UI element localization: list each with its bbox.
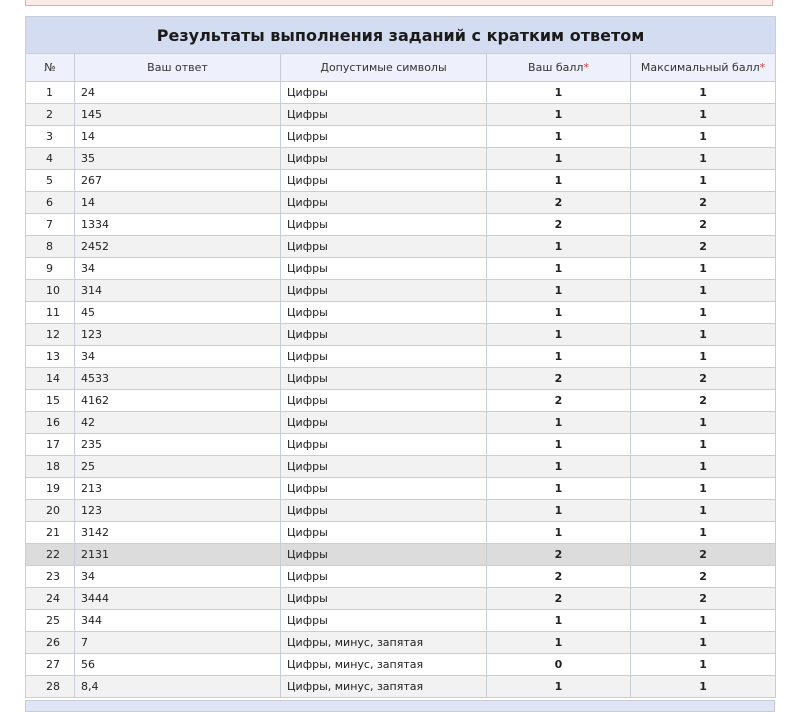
- row-max-score: 1: [631, 324, 776, 346]
- row-allowed-symbols: Цифры: [281, 82, 487, 104]
- table-row: [26, 676, 776, 698]
- row-number: 16: [26, 412, 75, 434]
- row-answer: 34: [75, 566, 281, 588]
- row-number: 10: [26, 280, 75, 302]
- row-allowed-symbols: Цифры: [281, 258, 487, 280]
- row-allowed-symbols: Цифры: [281, 434, 487, 456]
- row-number: 1: [26, 82, 75, 104]
- row-score: 2: [487, 390, 631, 412]
- header-num: №: [26, 54, 75, 82]
- row-number: 13: [26, 346, 75, 368]
- row-max-score: 1: [631, 654, 776, 676]
- table-row: [26, 170, 776, 192]
- row-max-score: 1: [631, 126, 776, 148]
- table-row: [26, 214, 776, 236]
- row-number: 5: [26, 170, 75, 192]
- table-row: [26, 346, 776, 368]
- row-answer: 34: [75, 258, 281, 280]
- row-number: 3: [26, 126, 75, 148]
- row-score: 1: [487, 324, 631, 346]
- row-max-score: 1: [631, 522, 776, 544]
- row-allowed-symbols: Цифры: [281, 346, 487, 368]
- row-answer: 1334: [75, 214, 281, 236]
- table-row: [26, 412, 776, 434]
- header-max-score: [631, 54, 776, 82]
- table-row: [26, 302, 776, 324]
- table-row: [26, 192, 776, 214]
- row-allowed-symbols: Цифры: [281, 104, 487, 126]
- row-answer: 145: [75, 104, 281, 126]
- row-answer: 314: [75, 280, 281, 302]
- table-row: [26, 236, 776, 258]
- row-allowed-symbols: Цифры: [281, 302, 487, 324]
- row-max-score: 1: [631, 676, 776, 698]
- row-score: 2: [487, 192, 631, 214]
- row-number: 12: [26, 324, 75, 346]
- row-number: 14: [26, 368, 75, 390]
- row-number: 2: [26, 104, 75, 126]
- row-allowed-symbols: Цифры: [281, 566, 487, 588]
- row-score: 2: [487, 368, 631, 390]
- row-number: 15: [26, 390, 75, 412]
- table-row: [26, 280, 776, 302]
- row-score: 1: [487, 676, 631, 698]
- required-mark: *: [583, 61, 589, 74]
- row-max-score: 2: [631, 192, 776, 214]
- table-title: Результаты выполнения заданий с кратким ответом: [26, 17, 776, 54]
- row-score: 1: [487, 434, 631, 456]
- row-answer: 123: [75, 324, 281, 346]
- row-number: 20: [26, 500, 75, 522]
- row-allowed-symbols: Цифры: [281, 412, 487, 434]
- row-score: 1: [487, 148, 631, 170]
- row-answer: 344: [75, 610, 281, 632]
- row-score: 1: [487, 522, 631, 544]
- row-allowed-symbols: Цифры: [281, 456, 487, 478]
- row-max-score: 1: [631, 346, 776, 368]
- row-number: 21: [26, 522, 75, 544]
- row-score: 1: [487, 346, 631, 368]
- row-max-score: 1: [631, 434, 776, 456]
- table-row: [26, 654, 776, 676]
- row-answer: 3444: [75, 588, 281, 610]
- table-row: [26, 522, 776, 544]
- table-row: [26, 610, 776, 632]
- row-answer: 14: [75, 192, 281, 214]
- row-answer: 24: [75, 82, 281, 104]
- row-number: 22: [26, 544, 75, 566]
- row-answer: 235: [75, 434, 281, 456]
- row-max-score: 2: [631, 368, 776, 390]
- row-answer: 7: [75, 632, 281, 654]
- row-max-score: 1: [631, 456, 776, 478]
- row-answer: 3142: [75, 522, 281, 544]
- header-allowed: Допустимые символы: [281, 54, 487, 82]
- row-allowed-symbols: Цифры: [281, 170, 487, 192]
- required-mark: *: [759, 61, 766, 74]
- table-row: [26, 632, 776, 654]
- row-answer: 4162: [75, 390, 281, 412]
- row-allowed-symbols: Цифры: [281, 324, 487, 346]
- row-allowed-symbols: Цифры: [281, 126, 487, 148]
- row-answer: 267: [75, 170, 281, 192]
- row-max-score: 2: [631, 544, 776, 566]
- header-max-score-label: Максимальный балл: [640, 61, 760, 74]
- row-answer: 42: [75, 412, 281, 434]
- row-allowed-symbols: Цифры: [281, 500, 487, 522]
- table-row: [26, 368, 776, 390]
- row-max-score: 1: [631, 170, 776, 192]
- table-row: [26, 126, 776, 148]
- table-row: [26, 324, 776, 346]
- row-score: 1: [487, 170, 631, 192]
- row-max-score: 1: [631, 500, 776, 522]
- table-row: [26, 104, 776, 126]
- row-score: 1: [487, 412, 631, 434]
- row-number: 27: [26, 654, 75, 676]
- row-max-score: 2: [631, 236, 776, 258]
- row-max-score: 1: [631, 632, 776, 654]
- row-number: 24: [26, 588, 75, 610]
- row-allowed-symbols: Цифры, минус, запятая: [281, 676, 487, 698]
- row-allowed-symbols: Цифры: [281, 236, 487, 258]
- row-allowed-symbols: Цифры: [281, 368, 487, 390]
- row-allowed-symbols: Цифры: [281, 610, 487, 632]
- table-row: [26, 588, 776, 610]
- results-table: [25, 16, 776, 698]
- row-number: 26: [26, 632, 75, 654]
- row-number: 9: [26, 258, 75, 280]
- row-number: 4: [26, 148, 75, 170]
- row-answer: 4533: [75, 368, 281, 390]
- row-score: 1: [487, 126, 631, 148]
- row-number: 6: [26, 192, 75, 214]
- row-answer: 2131: [75, 544, 281, 566]
- row-allowed-symbols: Цифры, минус, запятая: [281, 654, 487, 676]
- row-max-score: 1: [631, 148, 776, 170]
- table-row: [26, 434, 776, 456]
- row-score: 0: [487, 654, 631, 676]
- row-number: 23: [26, 566, 75, 588]
- row-allowed-symbols: Цифры: [281, 280, 487, 302]
- row-score: 1: [487, 632, 631, 654]
- row-number: 11: [26, 302, 75, 324]
- table-row: [26, 500, 776, 522]
- row-answer: 123: [75, 500, 281, 522]
- row-max-score: 1: [631, 478, 776, 500]
- row-score: 2: [487, 588, 631, 610]
- row-score: 1: [487, 302, 631, 324]
- header-row: [26, 54, 776, 82]
- row-allowed-symbols: Цифры: [281, 544, 487, 566]
- table-row: [26, 456, 776, 478]
- row-score: 1: [487, 82, 631, 104]
- row-number: 25: [26, 610, 75, 632]
- row-allowed-symbols: Цифры: [281, 192, 487, 214]
- table-row: [26, 478, 776, 500]
- row-max-score: 2: [631, 390, 776, 412]
- table-row: [26, 544, 776, 566]
- row-score: 2: [487, 214, 631, 236]
- row-answer: 213: [75, 478, 281, 500]
- row-score: 1: [487, 456, 631, 478]
- row-number: 19: [26, 478, 75, 500]
- row-max-score: 2: [631, 566, 776, 588]
- table-row: [26, 566, 776, 588]
- header-score: [487, 54, 631, 82]
- row-allowed-symbols: Цифры: [281, 588, 487, 610]
- row-answer: 14: [75, 126, 281, 148]
- row-allowed-symbols: Цифры: [281, 522, 487, 544]
- row-number: 17: [26, 434, 75, 456]
- table-footer: [25, 700, 775, 712]
- row-allowed-symbols: Цифры: [281, 148, 487, 170]
- row-score: 1: [487, 280, 631, 302]
- row-score: 1: [487, 258, 631, 280]
- row-score: 1: [487, 236, 631, 258]
- row-max-score: 1: [631, 82, 776, 104]
- row-score: 2: [487, 544, 631, 566]
- row-answer: 8,4: [75, 676, 281, 698]
- row-answer: 2452: [75, 236, 281, 258]
- row-max-score: 2: [631, 214, 776, 236]
- row-number: 7: [26, 214, 75, 236]
- row-score: 1: [487, 104, 631, 126]
- row-allowed-symbols: Цифры: [281, 478, 487, 500]
- row-answer: 56: [75, 654, 281, 676]
- table-row: [26, 390, 776, 412]
- header-answer: Ваш ответ: [75, 54, 281, 82]
- row-score: 1: [487, 500, 631, 522]
- alert-box: [25, 0, 773, 6]
- row-allowed-symbols: Цифры, минус, запятая: [281, 632, 487, 654]
- row-score: 1: [487, 610, 631, 632]
- row-number: 28: [26, 676, 75, 698]
- row-answer: 34: [75, 346, 281, 368]
- row-allowed-symbols: Цифры: [281, 390, 487, 412]
- row-max-score: 1: [631, 258, 776, 280]
- row-allowed-symbols: Цифры: [281, 214, 487, 236]
- row-max-score: 1: [631, 610, 776, 632]
- row-answer: 35: [75, 148, 281, 170]
- row-score: 2: [487, 566, 631, 588]
- row-max-score: 1: [631, 280, 776, 302]
- row-max-score: 1: [631, 412, 776, 434]
- row-number: 18: [26, 456, 75, 478]
- row-answer: 25: [75, 456, 281, 478]
- table-row: [26, 148, 776, 170]
- row-score: 1: [487, 478, 631, 500]
- row-max-score: 2: [631, 588, 776, 610]
- header-score-label: Ваш балл: [528, 61, 584, 74]
- row-max-score: 1: [631, 104, 776, 126]
- row-max-score: 1: [631, 302, 776, 324]
- table-row: [26, 258, 776, 280]
- row-number: 8: [26, 236, 75, 258]
- table-body: [26, 82, 776, 698]
- table-row: [26, 82, 776, 104]
- row-answer: 45: [75, 302, 281, 324]
